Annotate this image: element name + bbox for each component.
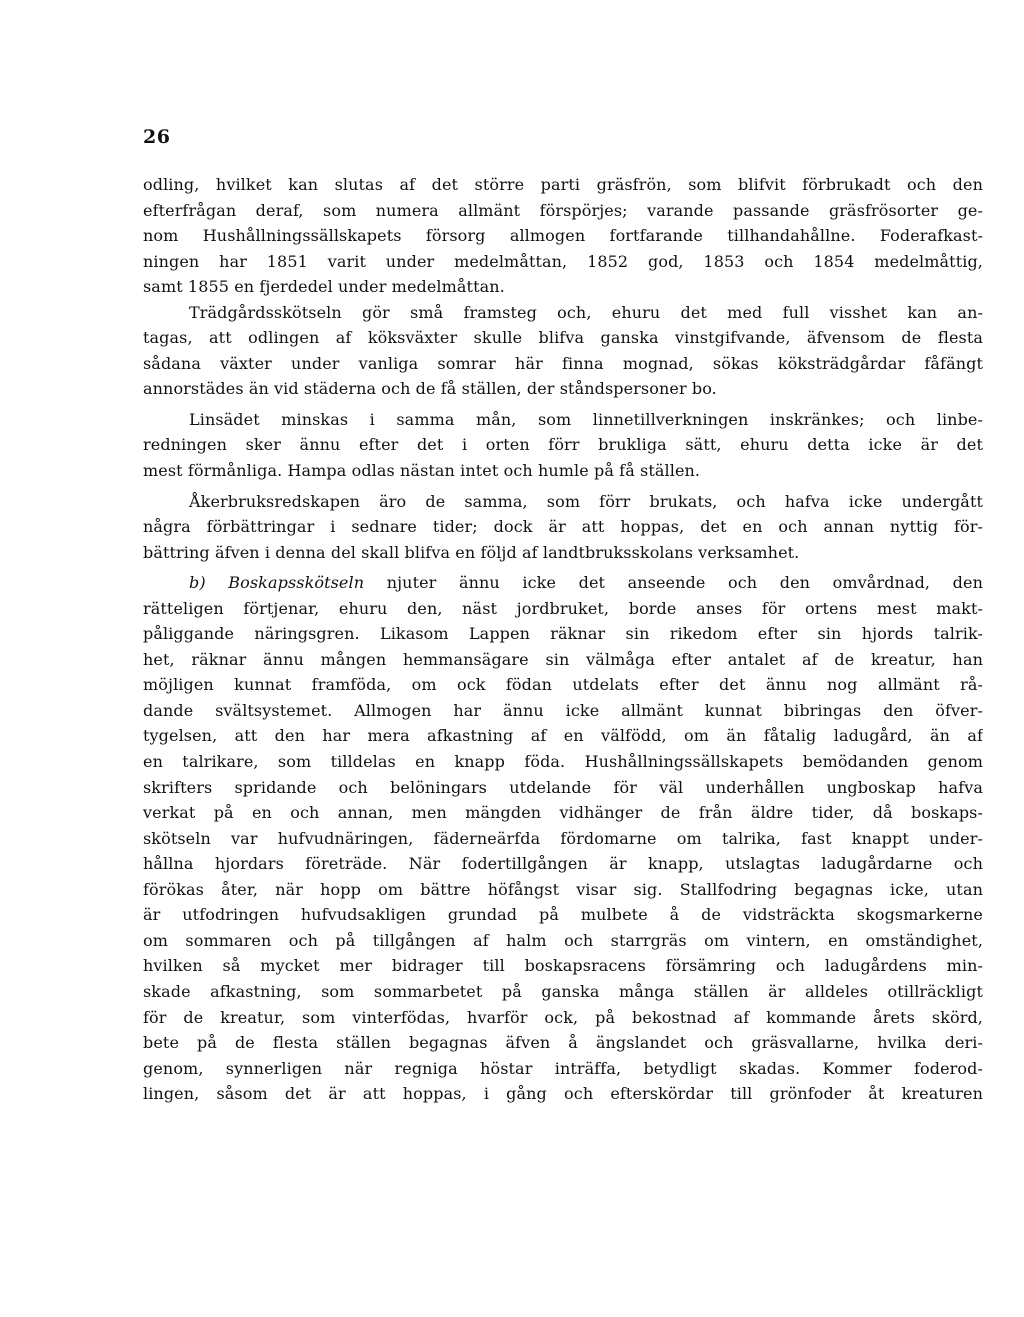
line-text: sådana växter under vanliga somrar här finna mognad, sökas köksträdgårdar fåfängt [143, 353, 983, 373]
line-text: verkat på en och annan, men mängden vidhänger de från äldre tider, då boskaps- [143, 803, 983, 823]
line-text: redningen sker ännu efter det i orten förr brukliga sätt, ehuru detta icke är det [143, 435, 983, 455]
text-line [143, 621, 983, 647]
text-line [143, 1056, 983, 1082]
text-line [143, 928, 983, 954]
line-text: några förbättringar i sednare tider; dock är att hoppas, det en och annan nyttig för- [143, 517, 983, 537]
text-line [143, 1005, 983, 1031]
line-text: tygelsen, att den har mera afkastning af en välfödd, om än fåtalig ladugård, än af [143, 726, 983, 746]
text-line [143, 432, 983, 458]
text-line [143, 1081, 983, 1107]
text-line [143, 672, 983, 698]
text-line [143, 223, 983, 249]
line-text: odling, hvilket kan slutas af det större parti gräsfrön, som blifvit förbrukadt och den [143, 175, 983, 194]
text-line [143, 877, 983, 903]
line-text: Åkerbruksredskapen äro de samma, som förr brukats, och hafva icke undergått [189, 491, 983, 511]
text-line [143, 800, 983, 826]
text-line [143, 540, 983, 566]
line-text: ningen har 1851 varit under medelmåttan, 1852 god, 1853 och 1854 medelmåttig, [143, 251, 983, 271]
section-heading-italic: Boskapsskötseln [228, 573, 365, 593]
line-text: hvilken så mycket mer bidrager till boskapsracens försämring och ladugårdens min- [143, 956, 983, 976]
text-line [143, 749, 983, 775]
text-line [143, 596, 983, 622]
line-text: lingen, såsom det är att hoppas, i gång och efterskördar till grönfoder åt kreaturen [143, 1084, 983, 1104]
text-line [143, 198, 983, 224]
text-line [143, 489, 983, 515]
text-line [143, 351, 983, 377]
line-text: nom Hushållningssällskapets försorg allmogen fortfarande tillhandahållne. Foderafkast- [143, 226, 983, 246]
body-text [143, 172, 983, 1107]
line-text: rätteligen förtjenar, ehuru den, näst jordbruket, borde anses för ortens mest makt- [143, 598, 983, 618]
text-line [143, 1030, 983, 1056]
list-marker: b) [189, 573, 229, 593]
line-text: Linsädet minskas i samma mån, som linnetillverkningen inskränkes; och linbe- [189, 409, 983, 429]
line-text: samt 1855 en fjerdedel under medelmåttan. [143, 277, 505, 297]
line-text: hållna hjordars företräde. När fodertillgången är knapp, utslagtas ladugårdarne och [143, 854, 983, 874]
text-line [143, 647, 983, 673]
line-text: skötseln var hufvudnäringen, fäderneärfda fördomarne om talrika, fast knappt under- [143, 828, 983, 848]
text-line [143, 953, 983, 979]
text-line [143, 979, 983, 1005]
line-text: om sommaren och på tillgången af halm och starrgräs om vintern, en omständighet, [143, 930, 983, 950]
text-line [143, 723, 983, 749]
text-line [143, 172, 983, 198]
line-text: het, räknar ännu mången hemmansägare sin välmåga efter antalet af de kreatur, han [143, 649, 983, 669]
text-line [143, 325, 983, 351]
text-line [143, 376, 983, 402]
line-text: mest förmånliga. Hampa odlas nästan intet och humle på få ställen. [143, 461, 701, 481]
line-text: bättring äfven i denna del skall blifva en följd af landtbruksskolans verksamhet. [143, 542, 800, 562]
line-text: Trädgårdsskötseln gör små framsteg och, ehuru det med full visshet kan an- [189, 302, 983, 322]
line-text: förökas åter, när hopp om bättre höfångst visar sig. Stallfodring begagnas icke, utan [143, 879, 983, 899]
line-text: är utfodringen hufvudsakligen grundad på mulbete å de vidsträckta skogsmarkerne [143, 905, 983, 925]
text-line [143, 274, 983, 300]
text-line [143, 458, 983, 484]
text-line [143, 514, 983, 540]
line-text: njuter ännu icke det anseende och den omvårdnad, den [364, 573, 983, 593]
line-text: påliggande näringsgren. Likasom Lappen räknar sin rikedom efter sin hjords talrik- [143, 624, 983, 644]
line-text: dande svältsystemet. Allmogen har ännu icke allmänt kunnat bibringas den öfver- [143, 700, 983, 720]
line-text: för de kreatur, som vinterfödas, hvarför ock, på bekostnad af kommande årets skörd, [143, 1007, 983, 1027]
text-line [143, 902, 983, 928]
line-text: en talrikare, som tilldelas en knapp föda. Hushållningssällskapets bemödanden genom [143, 752, 983, 772]
text-line [143, 826, 983, 852]
page-number: 26 [143, 126, 171, 148]
text-line [143, 698, 983, 724]
text-line [143, 851, 983, 877]
line-text: skade afkastning, som sommarbetet på ganska många ställen är alldeles otillräckligt [143, 981, 983, 1001]
line-text: efterfrågan deraf, som numera allmänt förspörjes; varande passande gräsfrösorter ge- [143, 200, 983, 220]
line-text: skrifters spridande och belöningars utdelande för väl underhållen ungboskap hafva [143, 777, 983, 797]
line-text: tagas, att odlingen af köksväxter skulle blifva ganska vinstgifvande, äfvensom de flesta [143, 328, 983, 348]
text-line [143, 300, 983, 326]
text-line [143, 570, 983, 596]
line-text: genom, synnerligen när regniga höstar inträffa, betydligt skadas. Kommer foderod- [143, 1058, 983, 1078]
line-text: annorstädes än vid städerna och de få ställen, der ståndspersoner bo. [143, 379, 717, 399]
text-line [143, 775, 983, 801]
text-line [143, 407, 983, 433]
line-text: möjligen kunnat framföda, om ock födan utdelats efter det ännu nog allmänt rå- [143, 675, 983, 695]
text-line [143, 249, 983, 275]
line-text: bete på de flesta ställen begagnas äfven å ängslandet och gräsvallarne, hvilka deri- [143, 1033, 983, 1053]
